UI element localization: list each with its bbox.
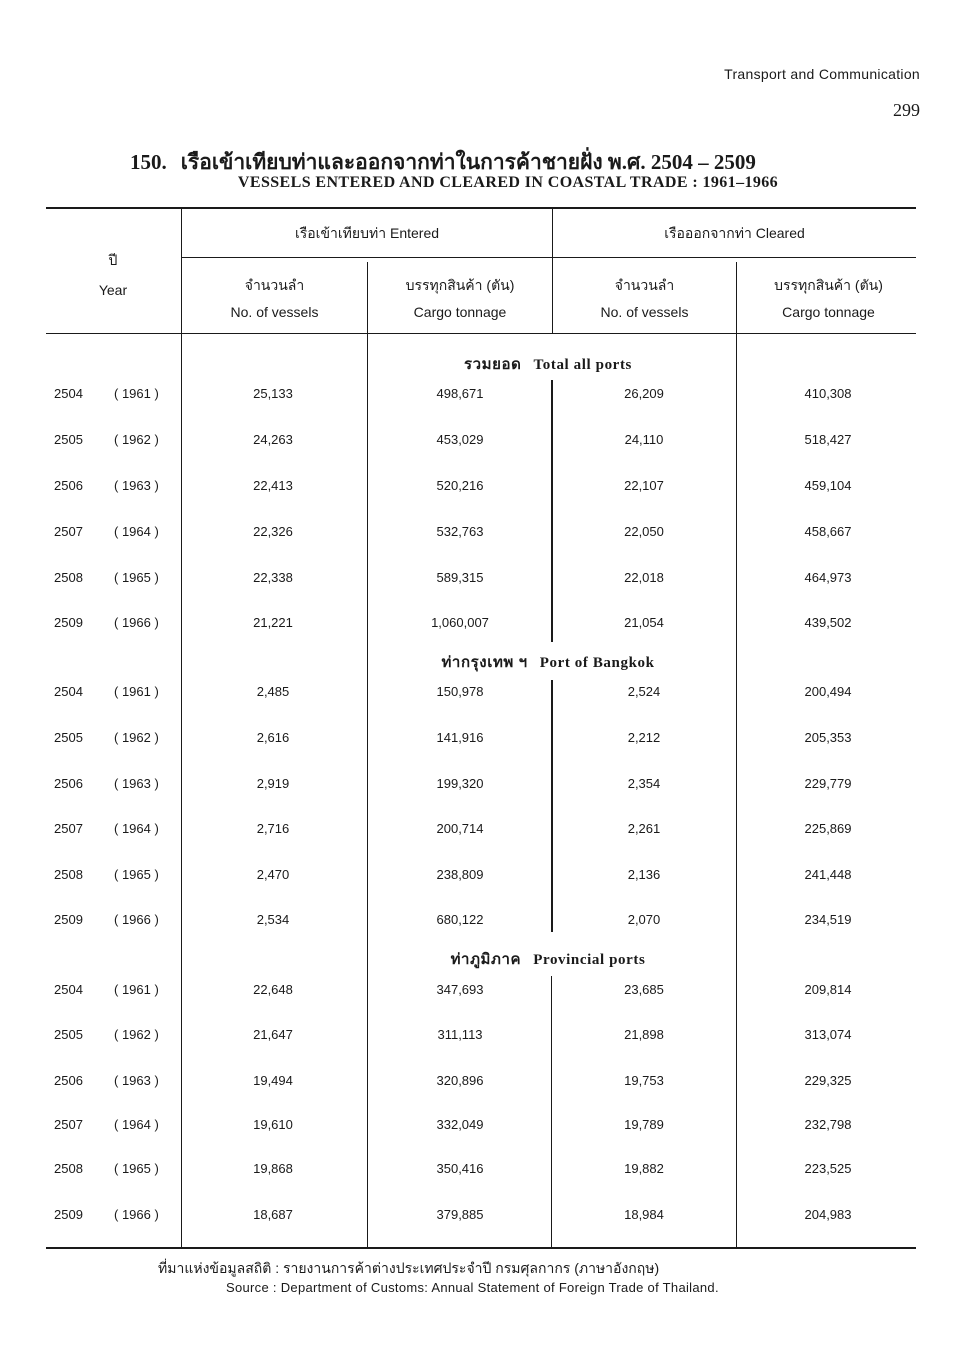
table-row	[0, 982, 966, 1002]
table-row	[0, 1073, 966, 1093]
entered-vessels: 2,616	[256, 730, 290, 745]
cleared-cargo: 313,074	[804, 1027, 852, 1042]
entered-vessels: 22,326	[253, 524, 293, 539]
entered-vessels: 18,687	[253, 1207, 293, 1222]
cleared-cargo: 200,494	[804, 684, 852, 699]
year-ce: ( 1965 )	[114, 1161, 159, 1176]
entered-vessels: 22,413	[253, 478, 293, 493]
year-ce: ( 1965 )	[114, 867, 159, 882]
entered-cargo: 589,315	[436, 570, 484, 585]
entered-cargo: 200,714	[436, 821, 484, 836]
cleared-cargo: 518,427	[804, 432, 852, 447]
year-ce: ( 1963 )	[114, 1073, 159, 1088]
cleared-vessels: 24,110	[624, 432, 664, 447]
table-title-english: VESSELS ENTERED AND CLEARED IN COASTAL TRADE : 1961–1966	[237, 174, 779, 191]
table-row	[0, 570, 966, 590]
cleared-cargo: 232,798	[804, 1117, 852, 1132]
title-thai-text: เรือเข้าเทียบท่าและออกจากท่าในการค้าชายฝั่ง พ.ศ. 2504 – 2509	[180, 150, 756, 174]
section-label-bangkok	[180, 650, 916, 674]
cleared-vessels: 21,898	[624, 1027, 664, 1042]
table-bottom-rule	[46, 1247, 916, 1249]
section-label-english: Total all ports	[533, 357, 632, 373]
year-be: 2505	[54, 730, 83, 745]
entered-vessels: 2,919	[256, 776, 290, 791]
entered-cargo: 532,763	[436, 524, 484, 539]
entered-cargo: 311,113	[437, 1027, 483, 1042]
cleared-vessels-header-thai: จำนวนลำ	[614, 277, 675, 293]
year-ce: ( 1963 )	[114, 478, 159, 493]
entered-cargo: 680,122	[436, 912, 484, 927]
year-be: 2504	[54, 386, 83, 401]
year-ce: ( 1962 )	[114, 432, 159, 447]
cleared-vessels: 19,789	[624, 1117, 664, 1132]
year-be: 2505	[54, 1027, 83, 1042]
running-head: Transport and Communication	[724, 66, 920, 82]
year-ce: ( 1964 )	[114, 524, 159, 539]
header-bottom-rule	[46, 333, 916, 334]
entered-cargo: 141,916	[436, 730, 484, 745]
year-be: 2506	[54, 1073, 83, 1088]
table-row	[0, 524, 966, 544]
cleared-vessels: 22,050	[624, 524, 664, 539]
section-label-provincial	[180, 947, 916, 971]
cleared-vessels: 2,524	[627, 684, 661, 699]
entered-cargo: 332,049	[436, 1117, 484, 1132]
entered-vessels: 22,338	[253, 570, 293, 585]
cleared-cargo: 410,308	[804, 386, 852, 401]
year-be: 2507	[54, 524, 83, 539]
entered-vessels: 22,648	[253, 982, 293, 997]
table-row	[0, 684, 966, 704]
cleared-cargo: 223,525	[804, 1161, 852, 1176]
year-ce: ( 1964 )	[114, 821, 159, 836]
entered-group-header: เรือเข้าเทียบท่า Entered	[294, 225, 440, 241]
entered-cargo: 320,896	[436, 1073, 484, 1088]
table-row	[0, 821, 966, 841]
entered-vessels: 2,470	[256, 867, 290, 882]
entered-cargo: 150,978	[436, 684, 484, 699]
year-header-english: Year	[98, 282, 128, 298]
cleared-cargo: 229,325	[804, 1073, 852, 1088]
year-be: 2508	[54, 1161, 83, 1176]
entered-vessels: 21,221	[253, 615, 293, 630]
source-note-thai: ที่มาแห่งข้อมูลสถิติ : รายงานการค้าต่างประเทศประจำปี กรมศุลกากร (ภาษาอังกฤษ)	[158, 1260, 660, 1276]
table-row	[0, 1207, 966, 1227]
group-divider-total	[551, 380, 553, 642]
cleared-vessels: 23,685	[624, 982, 664, 997]
year-be: 2507	[54, 821, 83, 836]
table-row	[0, 1117, 966, 1137]
cleared-cargo: 458,667	[804, 524, 852, 539]
year-be: 2508	[54, 867, 83, 882]
table-row	[0, 1027, 966, 1047]
year-be: 2506	[54, 776, 83, 791]
entered-vessels: 19,494	[253, 1073, 293, 1088]
cleared-vessels: 22,018	[624, 570, 664, 585]
cleared-cargo: 464,973	[804, 570, 852, 585]
entered-vessels: 2,485	[256, 684, 290, 699]
year-ce: ( 1961 )	[114, 982, 159, 997]
cleared-vessels: 19,882	[624, 1161, 664, 1176]
section-label-english: Port of Bangkok	[539, 655, 655, 671]
table-row	[0, 615, 966, 635]
year-ce: ( 1966 )	[114, 912, 159, 927]
cleared-cargo-header-thai: บรรทุกสินค้า (ตัน)	[774, 277, 883, 293]
year-ce: ( 1964 )	[114, 1117, 159, 1132]
year-ce: ( 1966 )	[114, 1207, 159, 1222]
year-be: 2506	[54, 478, 83, 493]
cleared-vessels: 21,054	[624, 615, 664, 630]
table-row	[0, 730, 966, 750]
entered-vessels: 24,263	[253, 432, 293, 447]
cleared-cargo: 209,814	[804, 982, 852, 997]
section-label-thai: ท่ากรุงเทพ ฯ	[441, 654, 528, 671]
entered-cargo: 498,671	[436, 386, 484, 401]
cleared-vessels: 22,107	[624, 478, 664, 493]
entered-cargo-header-thai: บรรทุกสินค้า (ตัน)	[405, 277, 515, 293]
table-row	[0, 1161, 966, 1181]
group-divider-bangkok	[551, 680, 553, 932]
year-ce: ( 1961 )	[114, 386, 159, 401]
cleared-cargo: 241,448	[804, 867, 852, 882]
table-row	[0, 478, 966, 498]
entered-subcolumn-divider	[367, 262, 368, 1247]
cleared-cargo: 459,104	[804, 478, 852, 493]
source-note-english: Source : Department of Customs: Annual Statement of Foreign Trade of Thailand.	[226, 1280, 719, 1295]
table-row	[0, 386, 966, 406]
section-label-thai: ท่าภูมิภาค	[450, 951, 522, 968]
cleared-cargo: 229,779	[804, 776, 852, 791]
cleared-vessels: 2,136	[627, 867, 661, 882]
cleared-cargo: 439,502	[804, 615, 852, 630]
entered-cargo: 238,809	[436, 867, 484, 882]
entered-vessels: 19,868	[253, 1161, 293, 1176]
header-group-rule	[182, 257, 916, 258]
year-be: 2505	[54, 432, 83, 447]
table-top-rule	[46, 207, 916, 209]
cleared-vessels: 2,212	[627, 730, 661, 745]
year-ce: ( 1962 )	[114, 730, 159, 745]
cleared-subcolumn-divider	[736, 262, 737, 1247]
cleared-cargo: 234,519	[804, 912, 852, 927]
year-ce: ( 1966 )	[114, 615, 159, 630]
cleared-cargo: 204,983	[804, 1207, 852, 1222]
table-row	[0, 432, 966, 452]
table-row	[0, 867, 966, 887]
cleared-vessels-header-english: No. of vessels	[600, 304, 689, 320]
entered-vessels-header-english: No. of vessels	[230, 304, 319, 320]
entered-vessels: 21,647	[253, 1027, 293, 1042]
table-row	[0, 912, 966, 932]
entered-cargo: 520,216	[436, 478, 484, 493]
entered-cargo: 1,060,007	[431, 615, 489, 630]
entered-vessels: 2,534	[256, 912, 290, 927]
year-header-thai: ปี	[108, 252, 118, 268]
year-ce: ( 1965 )	[114, 570, 159, 585]
cleared-vessels: 19,753	[624, 1073, 664, 1088]
cleared-vessels: 2,070	[627, 912, 661, 927]
entered-vessels: 19,610	[253, 1117, 293, 1132]
year-be: 2504	[54, 684, 83, 699]
entered-cargo: 199,320	[436, 776, 484, 791]
entered-vessels: 25,133	[253, 386, 293, 401]
section-label-english: Provincial ports	[533, 952, 646, 968]
cleared-vessels: 2,261	[627, 821, 661, 836]
cleared-cargo: 205,353	[804, 730, 852, 745]
entered-cargo: 453,029	[436, 432, 484, 447]
year-ce: ( 1963 )	[114, 776, 159, 791]
cleared-cargo: 225,869	[804, 821, 852, 836]
year-be: 2509	[54, 912, 83, 927]
entered-cargo: 347,693	[436, 982, 484, 997]
section-label-thai: รวมยอด	[464, 356, 522, 373]
year-be: 2507	[54, 1117, 83, 1132]
year-ce: ( 1961 )	[114, 684, 159, 699]
entered-cargo: 350,416	[436, 1161, 484, 1176]
page-number: 299	[893, 100, 920, 120]
table-row	[0, 776, 966, 796]
cleared-cargo-header-english: Cargo tonnage	[782, 304, 875, 320]
cleared-vessels: 18,984	[624, 1207, 664, 1222]
section-label-total	[180, 352, 916, 376]
cleared-vessels: 2,354	[627, 776, 661, 791]
entered-vessels: 2,716	[256, 821, 290, 836]
year-be: 2509	[54, 1207, 83, 1222]
cleared-vessels: 26,209	[624, 386, 664, 401]
cleared-group-header: เรือออกจากท่า Cleared	[664, 225, 805, 241]
table-number: 150.	[130, 150, 167, 174]
entered-cargo: 379,885	[436, 1207, 484, 1222]
year-be: 2508	[54, 570, 83, 585]
year-ce: ( 1962 )	[114, 1027, 159, 1042]
entered-cargo-header-english: Cargo tonnage	[413, 304, 507, 320]
year-be: 2504	[54, 982, 83, 997]
year-be: 2509	[54, 615, 83, 630]
entered-vessels-header-thai: จำนวนลำ	[244, 277, 305, 293]
